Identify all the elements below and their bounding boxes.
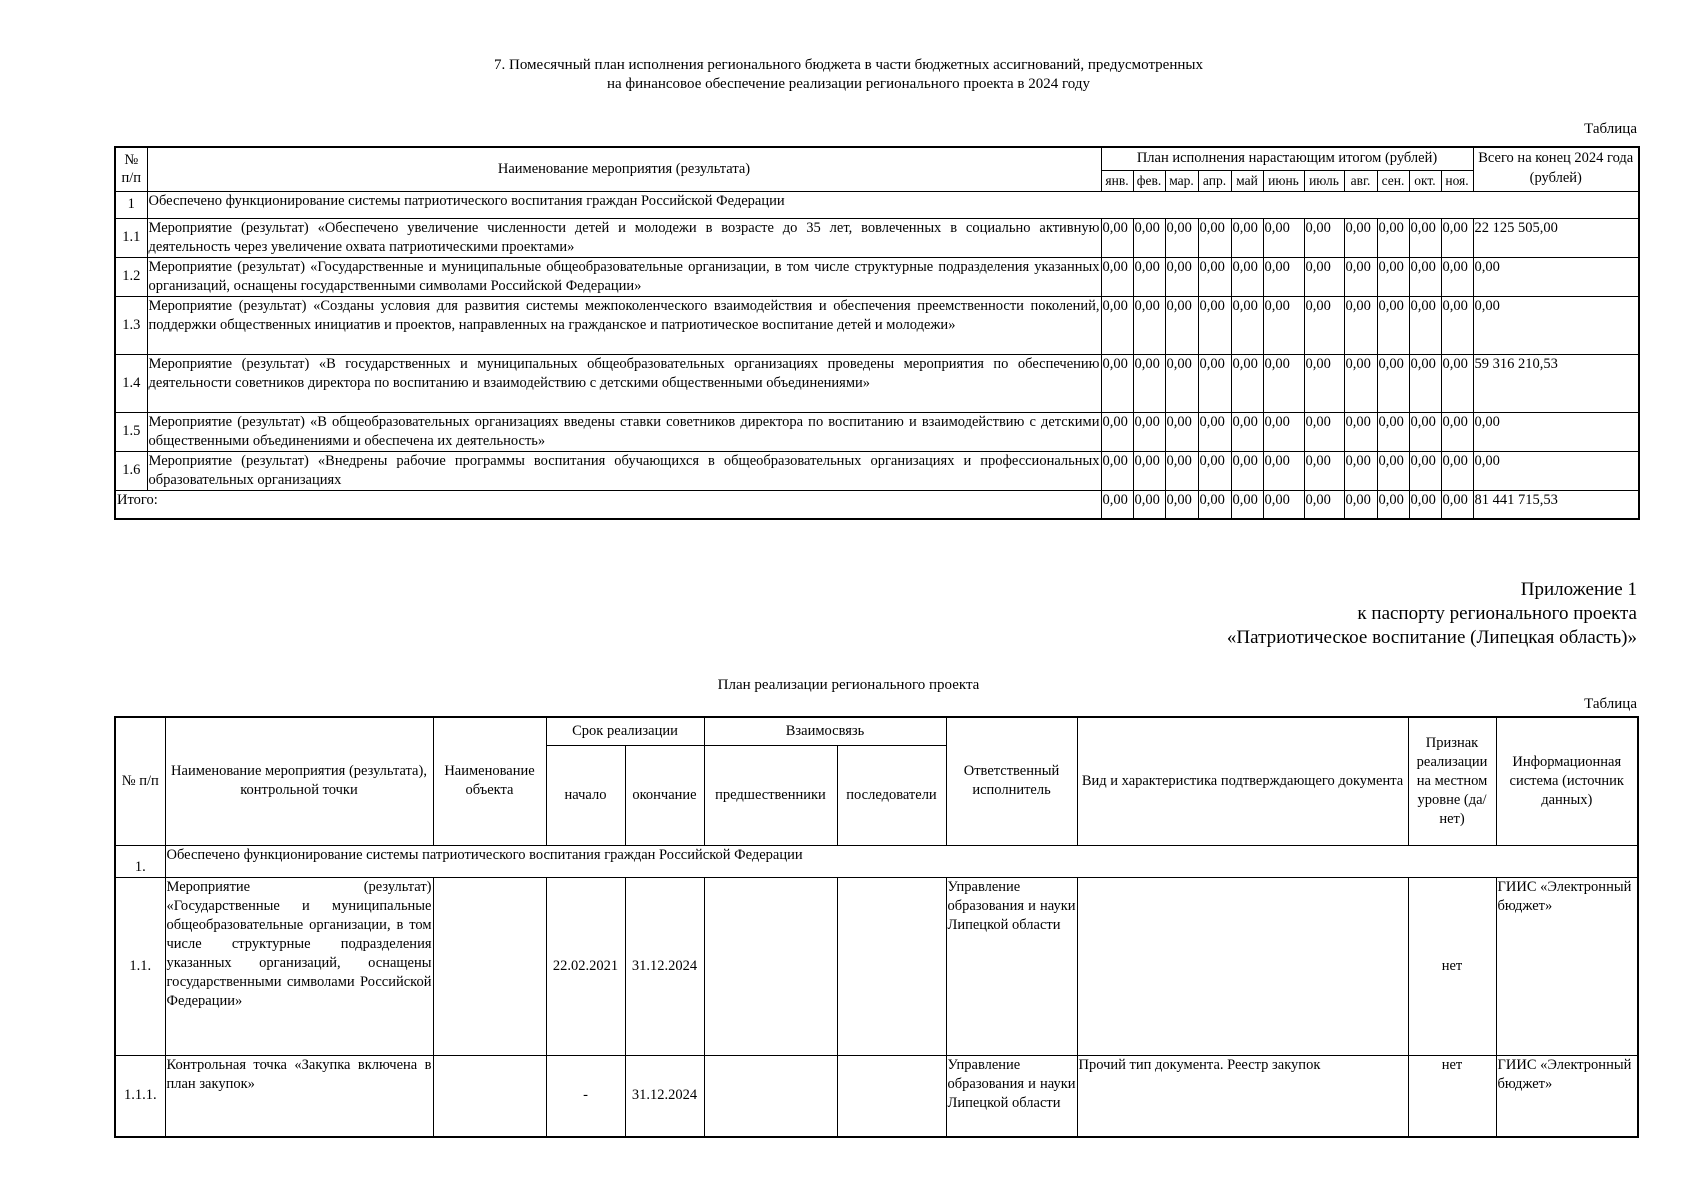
plan-row-start: 22.02.2021 — [546, 877, 625, 1055]
title-line-1: 7. Помесячный план исполнения регионального бюджета в части бюджетных ассигнований, предусмотренных — [494, 57, 1203, 73]
month-value: 0,00 — [1263, 412, 1304, 451]
plan-row-start: - — [546, 1055, 625, 1137]
month-header: авг. — [1344, 170, 1377, 191]
plan-header-pred: предшественники — [704, 745, 837, 845]
plan-header-local: Признак реализации на местном уровне (да/нет) — [1408, 717, 1496, 845]
month-header: апр. — [1198, 170, 1231, 191]
month-value: 0,00 — [1344, 354, 1377, 412]
plan-header-info: Информационная система (источник данных) — [1496, 717, 1638, 845]
month-value: 0,00 — [1101, 257, 1133, 296]
total-month-value: 0,00 — [1101, 490, 1133, 519]
row-num: 1.3 — [115, 296, 147, 354]
plan-row-name: Контрольная точка «Закупка включена в план закупок» — [165, 1055, 433, 1137]
table-row — [115, 354, 1639, 412]
plan-row-pred — [704, 877, 837, 1055]
month-value: 0,00 — [1133, 412, 1165, 451]
row-name: Мероприятие (результат) «Обеспечено увеличение численности детей и молодежи в возрасте до 35 лет, вовлеченных в социально активную деятельность через увеличение охвата патриотическими проектами» — [147, 218, 1101, 257]
total-month-value: 0,00 — [1441, 490, 1473, 519]
plan-header-succ: последователи — [837, 745, 946, 845]
section-name: Обеспечено функционирование системы патриотического воспитания граждан Российской Федерации — [147, 191, 1639, 218]
month-value: 0,00 — [1198, 218, 1231, 257]
month-value: 0,00 — [1198, 412, 1231, 451]
plan-header-relation: Взаимосвязь — [704, 717, 946, 745]
month-value: 0,00 — [1409, 451, 1441, 490]
month-value: 0,00 — [1344, 257, 1377, 296]
month-value: 0,00 — [1231, 354, 1263, 412]
row-name: Мероприятие (результат) «В общеобразовательных организациях введены ставки советников директора по воспитанию и взаимодействию с детскими общественными объединениями и обеспечена их деятельность» — [147, 412, 1101, 451]
row-total: 22 125 505,00 — [1473, 218, 1639, 257]
plan-row-local: нет — [1408, 877, 1496, 1055]
month-value: 0,00 — [1304, 354, 1344, 412]
title-line-2: на финансовое обеспечение реализации регионального проекта в 2024 году — [607, 76, 1090, 92]
plan-header-object: Наименование объекта — [433, 717, 546, 845]
month-value: 0,00 — [1165, 257, 1198, 296]
header-name: Наименование мероприятия (результата) — [147, 147, 1101, 191]
plan-row-local: нет — [1408, 1055, 1496, 1137]
month-value: 0,00 — [1198, 451, 1231, 490]
plan-header-name: Наименование мероприятия (результата), контрольной точки — [165, 717, 433, 845]
month-value: 0,00 — [1198, 296, 1231, 354]
month-value: 0,00 — [1441, 412, 1473, 451]
plan-table-row — [115, 877, 1638, 1055]
month-value: 0,00 — [1377, 296, 1409, 354]
month-value: 0,00 — [1165, 354, 1198, 412]
month-value: 0,00 — [1304, 257, 1344, 296]
plan-row-info: ГИИС «Электронный бюджет» — [1496, 877, 1638, 1055]
month-value: 0,00 — [1304, 218, 1344, 257]
plan-row-resp: Управление образования и науки Липецкой области — [946, 877, 1077, 1055]
table-row — [115, 218, 1639, 257]
row-total: 0,00 — [1473, 412, 1639, 451]
month-value: 0,00 — [1263, 354, 1304, 412]
plan-row-pred — [704, 1055, 837, 1137]
row-num: 1.4 — [115, 354, 147, 412]
header-num: № п/п — [115, 147, 147, 191]
month-value: 0,00 — [1441, 354, 1473, 412]
plan-row-end: 31.12.2024 — [625, 877, 704, 1055]
month-value: 0,00 — [1231, 218, 1263, 257]
plan-header-end: окончание — [625, 745, 704, 845]
total-month-value: 0,00 — [1198, 490, 1231, 519]
month-value: 0,00 — [1344, 412, 1377, 451]
month-value: 0,00 — [1165, 451, 1198, 490]
row-total: 59 316 210,53 — [1473, 354, 1639, 412]
month-value: 0,00 — [1441, 451, 1473, 490]
plan-table-row — [115, 1055, 1638, 1137]
plan-row-info: ГИИС «Электронный бюджет» — [1496, 1055, 1638, 1137]
plan-row-resp: Управление образования и науки Липецкой области — [946, 1055, 1077, 1137]
month-header: ноя. — [1441, 170, 1473, 191]
total-month-value: 0,00 — [1263, 490, 1304, 519]
month-value: 0,00 — [1165, 412, 1198, 451]
month-value: 0,00 — [1304, 296, 1344, 354]
table-row — [115, 296, 1639, 354]
total-month-value: 0,00 — [1304, 490, 1344, 519]
total-month-value: 0,00 — [1344, 490, 1377, 519]
month-value: 0,00 — [1101, 296, 1133, 354]
month-value: 0,00 — [1133, 218, 1165, 257]
plan-row-name: Мероприятие (результат) «Государственные и муниципальные общеобразовательные организации, в том числе структурные подразделения указанных организаций, оснащены государственными символами Российской Федерации» — [165, 877, 433, 1055]
month-value: 0,00 — [1409, 257, 1441, 296]
month-value: 0,00 — [1441, 257, 1473, 296]
month-value: 0,00 — [1231, 412, 1263, 451]
total-month-value: 0,00 — [1377, 490, 1409, 519]
section-num: 1 — [115, 191, 147, 218]
plan-title: План реализации регионального проекта — [717, 677, 980, 693]
plan-section-name: Обеспечено функционирование системы патриотического воспитания граждан Российской Федерации — [165, 845, 1638, 877]
month-value: 0,00 — [1377, 412, 1409, 451]
month-value: 0,00 — [1344, 218, 1377, 257]
month-header: янв. — [1101, 170, 1133, 191]
month-value: 0,00 — [1441, 218, 1473, 257]
plan-header-start: начало — [546, 745, 625, 845]
month-value: 0,00 — [1165, 218, 1198, 257]
month-value: 0,00 — [1409, 218, 1441, 257]
month-value: 0,00 — [1304, 412, 1344, 451]
month-value: 0,00 — [1263, 451, 1304, 490]
month-value: 0,00 — [1133, 451, 1165, 490]
table-row — [115, 451, 1639, 490]
table-label: Таблица — [1584, 121, 1637, 137]
row-num: 1.5 — [115, 412, 147, 451]
total-month-value: 0,00 — [1133, 490, 1165, 519]
month-value: 0,00 — [1263, 296, 1304, 354]
month-value: 0,00 — [1133, 296, 1165, 354]
month-header: июль — [1304, 170, 1344, 191]
implementation-plan-table — [114, 716, 1639, 1138]
month-value: 0,00 — [1101, 451, 1133, 490]
header-total: Всего на конец 2024 года (рублей) — [1473, 147, 1639, 191]
month-value: 0,00 — [1344, 296, 1377, 354]
plan-row-succ — [837, 877, 946, 1055]
plan-row-num: 1.1. — [115, 877, 165, 1055]
table-row — [115, 257, 1639, 296]
month-header: май — [1231, 170, 1263, 191]
month-value: 0,00 — [1231, 257, 1263, 296]
plan-row-succ — [837, 1055, 946, 1137]
month-value: 0,00 — [1133, 257, 1165, 296]
total-month-value: 0,00 — [1231, 490, 1263, 519]
month-header: июнь — [1263, 170, 1304, 191]
month-value: 0,00 — [1304, 451, 1344, 490]
row-name: Мероприятие (результат) «Внедрены рабочие программы воспитания обучающихся в общеобразовательных организациях и профессиональных образовательных организациях — [147, 451, 1101, 490]
total-label: Итого: — [115, 490, 1101, 519]
month-value: 0,00 — [1409, 296, 1441, 354]
month-header: окт. — [1409, 170, 1441, 191]
month-value: 0,00 — [1409, 354, 1441, 412]
row-num: 1.2 — [115, 257, 147, 296]
plan-header-doc: Вид и характеристика подтверждающего документа — [1077, 717, 1408, 845]
budget-plan-table — [114, 146, 1640, 520]
total-row — [115, 490, 1639, 519]
total-month-value: 0,00 — [1409, 490, 1441, 519]
row-name: Мероприятие (результат) «В государственных и муниципальных общеобразовательных организациях проведены мероприятия по обеспечению деятельности советников директора по воспитанию и взаимодействию с детскими общественными объединениями» — [147, 354, 1101, 412]
month-header: фев. — [1133, 170, 1165, 191]
month-header: мар. — [1165, 170, 1198, 191]
month-value: 0,00 — [1263, 257, 1304, 296]
plan-row-object — [433, 1055, 546, 1137]
plan-row-doc — [1077, 877, 1408, 1055]
plan-row-num: 1.1.1. — [115, 1055, 165, 1137]
appendix-line-2: к паспорту регионального проекта — [1357, 603, 1637, 624]
plan-header-resp: Ответственный исполнитель — [946, 717, 1077, 845]
month-value: 0,00 — [1231, 296, 1263, 354]
month-value: 0,00 — [1231, 451, 1263, 490]
month-value: 0,00 — [1377, 451, 1409, 490]
plan-header-term: Срок реализации — [546, 717, 704, 745]
row-num: 1.6 — [115, 451, 147, 490]
plan-header-num: № п/п — [115, 717, 165, 845]
total-month-value: 0,00 — [1165, 490, 1198, 519]
appendix-line-1: Приложение 1 — [1520, 579, 1637, 600]
plan-row-doc: Прочий тип документа. Реестр закупок — [1077, 1055, 1408, 1137]
row-name: Мероприятие (результат) «Созданы условия для развития системы межпоколенческого взаимодействия и обеспечения преемственности поколений, поддержки общественных инициатив и проектов, направленных на гражданское и патриотическое воспитание детей и молодежи» — [147, 296, 1101, 354]
table-header-row — [115, 147, 1639, 170]
month-value: 0,00 — [1198, 257, 1231, 296]
month-value: 0,00 — [1198, 354, 1231, 412]
plan-row-end: 31.12.2024 — [625, 1055, 704, 1137]
month-value: 0,00 — [1377, 354, 1409, 412]
row-total: 0,00 — [1473, 451, 1639, 490]
month-value: 0,00 — [1377, 218, 1409, 257]
plan-section-num: 1. — [115, 845, 165, 877]
header-plan: План исполнения нарастающим итогом (рублей) — [1101, 147, 1473, 170]
row-num: 1.1 — [115, 218, 147, 257]
plan-row-object — [433, 877, 546, 1055]
month-value: 0,00 — [1344, 451, 1377, 490]
appendix-line-3: «Патриотическое воспитание (Липецкая область)» — [1226, 627, 1637, 648]
row-name: Мероприятие (результат) «Государственные и муниципальные общеобразовательные организации, в том числе структурные подразделения указанных организаций, оснащены государственными символами Российской Федерации» — [147, 257, 1101, 296]
month-header: сен. — [1377, 170, 1409, 191]
month-value: 0,00 — [1409, 412, 1441, 451]
row-total: 0,00 — [1473, 296, 1639, 354]
table-row — [115, 412, 1639, 451]
month-value: 0,00 — [1101, 218, 1133, 257]
section-row — [115, 191, 1639, 218]
month-value: 0,00 — [1441, 296, 1473, 354]
month-value: 0,00 — [1133, 354, 1165, 412]
grand-total: 81 441 715,53 — [1473, 490, 1639, 519]
row-total: 0,00 — [1473, 257, 1639, 296]
month-value: 0,00 — [1101, 354, 1133, 412]
month-value: 0,00 — [1165, 296, 1198, 354]
month-value: 0,00 — [1377, 257, 1409, 296]
plan-table-label: Таблица — [1584, 696, 1637, 712]
month-value: 0,00 — [1263, 218, 1304, 257]
appendix-header — [1227, 578, 1637, 650]
plan-header-row-1 — [115, 717, 1638, 745]
budget-plan-title — [0, 56, 1697, 94]
plan-section-row — [115, 845, 1638, 877]
month-value: 0,00 — [1101, 412, 1133, 451]
